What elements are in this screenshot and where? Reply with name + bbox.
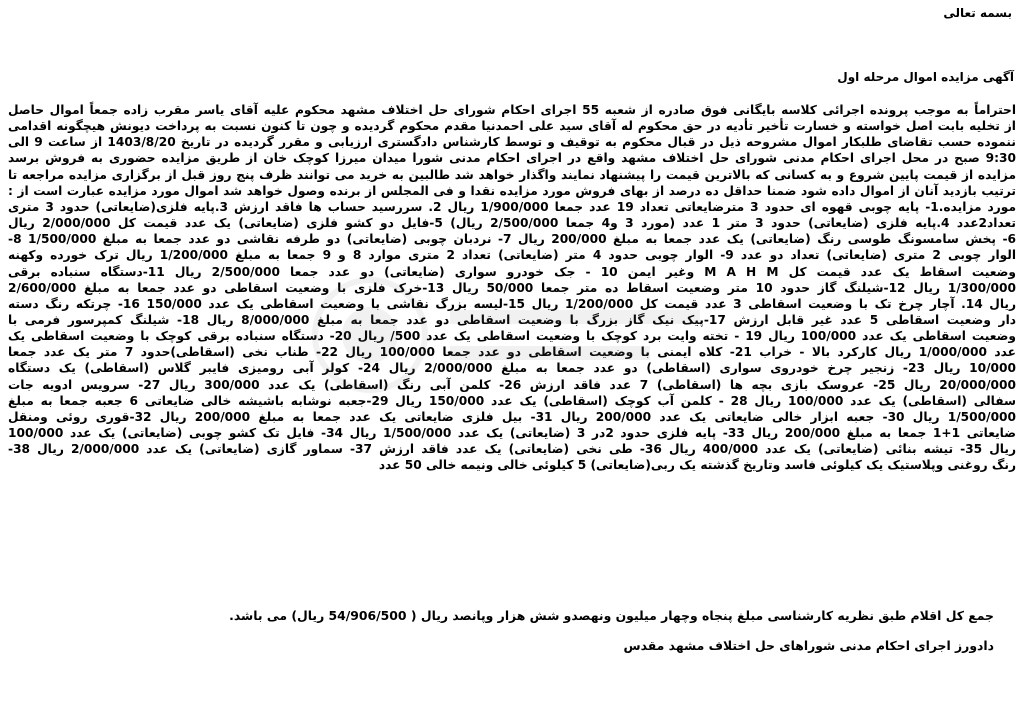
notice-body-line: ریال 35- تیشه بنائی (ضایعاتی) یک عدد 400/000 ریال 36- طی نخی (ضایعاتی) یک عدد فاقد ارزش 37- سماور گازی (ضایعاتی) یک عدد 2/000/000 ریال 38-	[8, 442, 1016, 457]
notice-body-line: از تخلیه بابت اصل خواسته و خسارت تأخیر تأدیه در حق محکوم له آقای سید علی احمدنیا مقدم محکوم گردیده و چون تا کنون نسبت به پرداخت دیونش هیچگونه اقدامی	[8, 119, 1016, 134]
notice-body-line: دار وضعیت اسقاطی 5 عدد غیر قابل ارزش 17-پیک نیک گاز بزرگ با وضعیت اسقاطی دو عدد جمعا به مبلغ 8/000/000 ریال 18- شیلنگ کمپرسور فرمی با	[8, 312, 1017, 327]
notice-body-line: 1/300/000 ریال 12-شیلنگ گاز حدود 10 متر وضعیت اسقاط ده متر جمعا 50/000 ریال 13-خرک فلزی با وضعیت اسقاطی دو عدد جمعا به مبلغ 2/600/000	[8, 280, 1016, 295]
invocation-text: بسمه تعالی	[943, 6, 1012, 20]
notice-body-line: عدد 1/000/000 ریال کارکرد بالا - خراب 21- کلاه ایمنی با وضعیت اسقاطی دو عدد جمعا 100/000 ریال 22- طناب نخی (اسقاطی)حدود 7 متر یک عدد جمعا	[8, 345, 1016, 360]
signature-line: دادورز اجرای احکام مدنی شوراهای حل اختلاف مشهد مقدس	[623, 638, 994, 653]
total-amount-line: جمع کل اقلام طبق نظریه کارشناسی مبلغ پنجاه وچهار میلیون ونهصدو شش هزار وپانصد ریال ( 54/906/500 ریال) می باشد.	[229, 608, 994, 623]
notice-body-line: 6- پخش سامسونگ طوسی رنگ (ضایعاتی) یک عدد جمعا به مبلغ 200/000 ریال 7- نردبان چوبی (ضایعاتی) دو طرفه نقاشی دو عدد جمعا به مبلغ 1/500/000 8-	[8, 232, 1017, 247]
notice-body-line: ترتیب بازدید آنان از اموال داده شود ضمنا حداقل ده درصد از بهای فروش مورد مزایده نقدا و فی المجلس از برنده وصول خواهد شد اموال مورد مزایده عبارت است از :	[8, 183, 1016, 198]
notice-body-line: رنگ روغنی وپلاستیک یک کیلوئی فاسد وتاریخ گذشته یک ربی(ضایعاتی) 5 کیلوئی خالی ونیمه خالی 50 عدد	[378, 458, 1016, 473]
notice-body-line: مزایده از قیمت پایین شروع و به کسانی که بالاترین قیمت را پیشنهاد نمایند واگذار خواهد شد طالبین به خرید می توانند ظرف پنج روز قبل از برگزاری مزایده مراجعه تا	[8, 167, 1016, 182]
notice-body-line: 1/500/000 ریال 30- جعبه ابزار خالی ضایعاتی یک عدد 200/000 ریال 31- بیل فلزی ضایعاتی یک عدد جمعا به مبلغ 200/000 ریال 32-قوری روئی ومنقل	[8, 409, 1017, 424]
notice-body-line: مورد مزایده.1- پایه چوبی قهوه ای حدود 3 مترضایعاتی تعداد 19 عدد جمعا 1/900/000 ریال 2. سررسید حساب ها فاقد ارزش 3.پایه فلزی(ضایعاتی) حدود 3 متری	[8, 199, 1016, 214]
notice-body-line: 9:30 صبح در محل اجرای احکام مدنی شورای حل اختلاف مشهد واقع در اجرای احکام مدنی شورا میدان میرزا کوچک خان از طریق مزایده حضوری به فروش برسد	[8, 151, 1016, 166]
notice-body-line: ننموده حسب تقاضای طلبکار اموال مشروحه ذیل در قبال محکوم به توقیف و توسط کارشناس دادگستری ارزیابی و مقرر گردیده در تاریخ 1403/8/20 از ساعت 9 الی	[8, 135, 1016, 150]
notice-body-line: الوار چوبی 2 متری (ضایعاتی) تعداد دو عدد 9- الوار چوبی حدود 4 متر (ضایعاتی) تعداد 2 متری موارد 8 و 9 جمعا به مبلغ 1/200/000 ریال ترک خورده وکهنه	[8, 248, 1017, 263]
notice-body-line: سفالی (اسقاطی) یک عدد 100/000 ریال 28 - کلمن آب کوچک (اسقاطی) یک عدد 150/000 ریال 29-جعبه نوشابه باشیشه خالی ضایعاتی 6 جعبه جمعا به مبلغ	[8, 393, 1017, 408]
notice-body-line: وضعیت اسقاطی یک عدد 100/000 ریال 19 - تخته وایت برد کوچک با وضعیت اسقاطی یک عدد 500/ ریال 20- دستگاه سنباده برقی کوچک با وضعیت اسقاطی یک	[8, 329, 1016, 344]
notice-body-line: تعداد2عدد 4.پایه فلزی (ضایعاتی) حدود 3 متر 1 عدد (مورد 3 و4 جمعا 2/500/000 ریال) 5-فایل دو کشو فلزی (ضایعاتی) یک عدد قیمت کل 2/000/000 ریال	[8, 216, 1016, 231]
notice-body-line: ضایعاتی 1+1 جمعا به مبلغ 200/000 ریال 33- پایه فلزی حدود 2در 3 (ضایعاتی) یک عدد 1/500/000 ریال 34- فایل تک کشو چوبی (ضایعاتی) یک عدد 100/000	[8, 426, 1016, 440]
notice-body-line: وضعیت اسقاط یک عدد قیمت کل M A H M وغیر ایمن 10 - جک خودرو سواری (ضایعاتی) دو عدد جمعا 2/500/000 ریال 11-دستگاه سنباده برقی	[8, 264, 1017, 279]
notice-body-line: ریال 14. آچار چرخ تک با وضعیت اسقاطی 3 عدد قیمت کل 1/200/000 ریال 15-لیسه بزرگ نقاشی با وضعیت اسقاطی یک عدد 150/000 16- چرتکه رنگ دسته	[8, 296, 1017, 311]
notice-body-line: 10/000 ریال 23- زنجیر چرخ خودروی سواری (اسقاطی) دو عدد جمعا به مبلغ 2/000/000 ریال 24- کولر آبی رومیزی فایبر گلاس (اسقاطی) یک دستگاه	[8, 361, 1016, 376]
notice-body-line: 20/000/000 ریال 25- عروسک بازی بچه ها (اسقاطی) 7 عدد فاقد ارزش 26- کلمن آبی رنگ (اسقاطی) یک عدد 300/000 ریال 27- سرویس ادویه جات	[8, 377, 1016, 392]
notice-title: آگهی مزایده اموال مرحله اول	[837, 70, 1014, 84]
notice-body-line: احتراماً به موجب پرونده اجرائی کلاسه بایگانی فوق صادره از شعبه 55 اجرای احکام شورای حل اختلاف مشهد محکوم علیه آقای یاسر مقرب زاده جمعاً اموال حاصل	[8, 103, 1016, 117]
